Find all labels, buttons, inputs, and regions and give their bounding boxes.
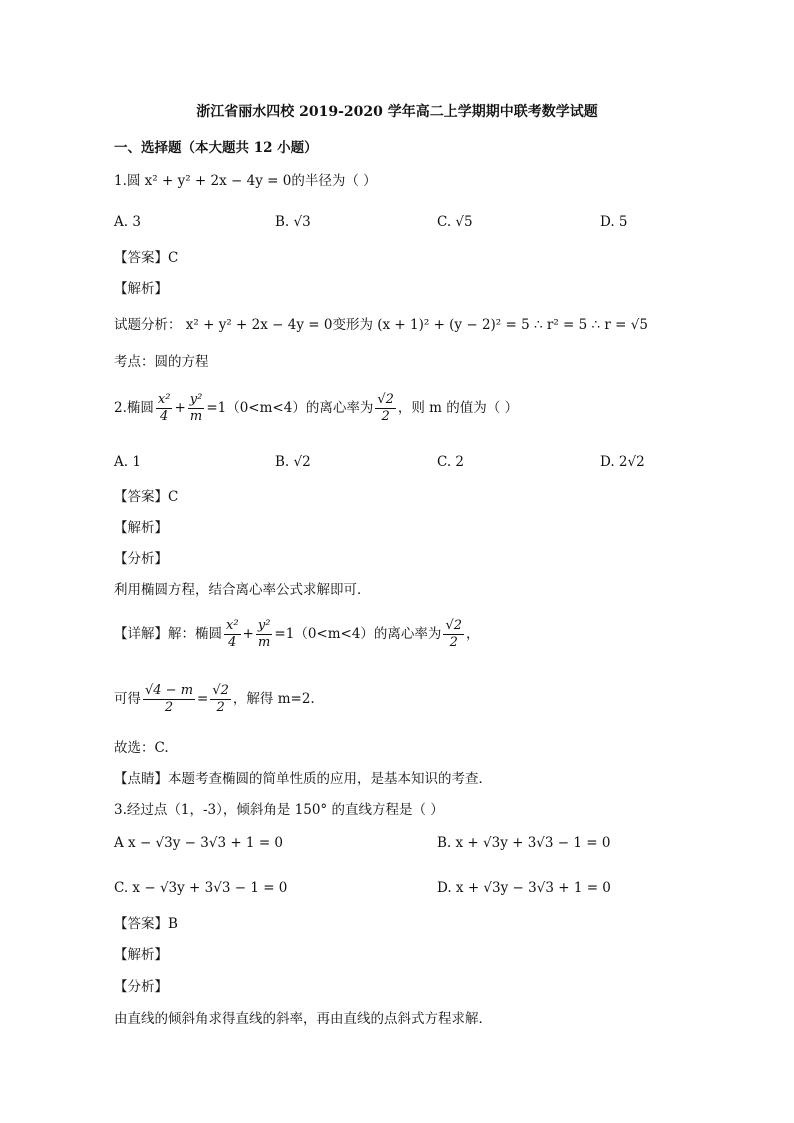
q2-option-c: C. 2 [437, 454, 465, 470]
q2-stem-middle: =1（0<m<4）的离心率为 [206, 400, 374, 416]
q2-result-prefix: 可得 [114, 691, 141, 707]
section-heading: 一、选择题（本大题共 12 小题） [114, 140, 318, 156]
q2-fraction-e-denominator: 2 [381, 409, 390, 424]
q2-fraction-x [156, 392, 173, 425]
q2-plus: + [174, 400, 186, 416]
q2-detail-prefix: 【详解】解：椭圆 [114, 626, 222, 642]
q2-analysis-label: 【解析】 [114, 520, 168, 536]
q2-fraction-y [188, 392, 205, 425]
q2-detail-fraction-y-denominator: m [257, 635, 271, 650]
q2-result-fraction-left-numerator: √4 − m [145, 683, 194, 698]
q2-detail-fraction-y-numerator: y² [257, 618, 271, 633]
q2-detail-middle: =1（0<m<4）的离心率为 [274, 626, 442, 642]
q3-option-c: C. x − √3y + 3√3 − 1 = 0 [114, 880, 288, 896]
q2-result-fraction-right [210, 683, 231, 716]
q2-fenxi: 利用椭圆方程，结合离心率公式求解即可． [114, 582, 371, 598]
q3-option-d: D. x + √3y − 3√3 + 1 = 0 [437, 880, 611, 896]
q3-fenxi: 由直线的倾斜角求得直线的斜率，再由直线的点斜式方程求解． [114, 1011, 492, 1027]
q2-fraction-e-numerator: √2 [377, 392, 394, 407]
q2-detail-fraction-e-denominator: 2 [449, 635, 458, 650]
q2-detail-fraction-e [443, 618, 464, 651]
q2-result-fraction-left-denominator: 2 [164, 700, 174, 715]
q2-result-fraction-right-numerator: √2 [212, 683, 229, 698]
q2-result-suffix: ，解得 m=2. [232, 691, 315, 707]
q2-detail-plus: + [242, 626, 254, 642]
q2-detail-fraction-y [256, 618, 273, 651]
q2-stem [114, 392, 518, 425]
q3-analysis-label: 【解析】 [114, 947, 168, 963]
q1-option-a: A. 3 [114, 214, 141, 230]
q2-detail-fraction-x [224, 618, 241, 651]
q1-stem: 1.圆 x² + y² + 2x − 4y = 0的半径为（ ） [114, 173, 377, 189]
q2-result-fraction-right-denominator: 2 [216, 700, 225, 715]
q2-option-a: A. 1 [114, 454, 141, 470]
q2-note: 【点睛】本题考查椭圆的简单性质的应用，是基本知识的考查． [114, 771, 492, 787]
q2-fenxi-label: 【分析】 [114, 551, 168, 567]
q2-fraction-e [375, 392, 396, 425]
q2-result-equals: = [197, 691, 209, 707]
q2-fraction-y-numerator: y² [189, 392, 203, 407]
q2-detail-fraction-x-denominator: 4 [228, 635, 237, 650]
q1-analysis: 试题分析： x² + y² + 2x − 4y = 0变形为 (x + 1)² + (y − 2)² = 5 ∴ r² = 5 ∴ r = √5 [114, 317, 648, 333]
document-title: 浙江省丽水四校 2019-2020 学年高二上学期期中联考数学试题 [196, 104, 598, 120]
q3-stem: 3.经过点（1，-3），倾斜角是 150° 的直线方程是（ ） [114, 802, 444, 818]
q2-fraction-x-numerator: x² [157, 392, 171, 407]
q2-option-b: B. √2 [275, 454, 311, 470]
q3-option-b: B. x + √3y + 3√3 − 1 = 0 [437, 835, 611, 851]
q1-option-b: B. √3 [275, 214, 311, 230]
q2-result [114, 683, 315, 716]
q1-option-c: C. √5 [437, 214, 473, 230]
q3-answer: 【答案】B [114, 916, 178, 932]
q2-result-fraction-left [143, 683, 195, 716]
q2-detail-fraction-x-numerator: x² [226, 618, 239, 633]
q2-fraction-x-denominator: 4 [160, 409, 169, 424]
q3-fenxi-label: 【分析】 [114, 979, 168, 995]
q2-detail [114, 618, 480, 651]
q2-stem-prefix: 2.椭圆 [114, 400, 154, 416]
q2-stem-suffix: ，则 m 的值为（ ） [397, 400, 519, 416]
q1-answer: 【答案】C [114, 250, 179, 266]
q3-option-a: A x − √3y − 3√3 + 1 = 0 [114, 835, 284, 851]
q1-point: 考点：圆的方程 [114, 354, 209, 370]
q2-fraction-y-denominator: m [189, 409, 203, 424]
q2-detail-fraction-e-numerator: √2 [445, 618, 462, 633]
q2-detail-suffix: ， [466, 626, 480, 642]
q1-analysis-label: 【解析】 [114, 281, 168, 297]
q2-choose: 故选：C. [114, 740, 169, 756]
q2-option-d: D. 2√2 [600, 454, 645, 470]
q1-option-d: D. 5 [600, 214, 628, 230]
q2-answer: 【答案】C [114, 489, 179, 505]
